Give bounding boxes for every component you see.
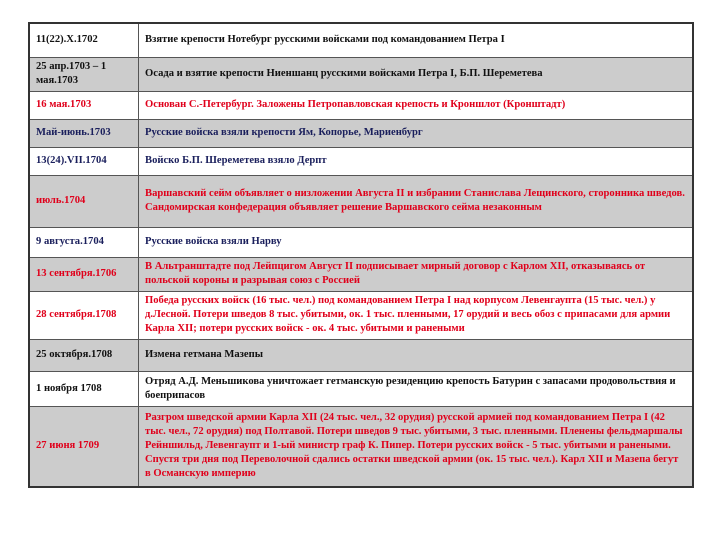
event-cell: В Альтранштадте под Лейпцигом Август II подписывает мирный договор с Карлом XII, отказываясь от польской короны и разрывая союз с Россией <box>139 257 694 291</box>
date-cell: 28 сентября.1708 <box>29 291 139 339</box>
event-cell: Отряд А.Д. Меньшикова уничтожает гетманскую резиденцию крепость Батурин с запасами продовольствия и боеприпасов <box>139 371 694 406</box>
date-cell: 13 сентября.1706 <box>29 257 139 291</box>
date-cell: Май-июнь.1703 <box>29 119 139 147</box>
table-row <box>29 227 693 257</box>
date-cell: июль.1704 <box>29 175 139 227</box>
event-cell: Основан С.-Петербург. Заложены Петропавловская крепость и Кроншлот (Кронштадт) <box>139 91 694 119</box>
date-cell: 27 июня 1709 <box>29 406 139 487</box>
event-cell: Русские войска взяли Нарву <box>139 227 694 257</box>
table-row <box>29 291 693 339</box>
date-cell: 1 ноября 1708 <box>29 371 139 406</box>
table-row <box>29 57 693 91</box>
date-cell: 9 августа.1704 <box>29 227 139 257</box>
table-row <box>29 175 693 227</box>
table-row <box>29 339 693 371</box>
date-cell: 25 октября.1708 <box>29 339 139 371</box>
event-cell: Разгром шведской армии Карла XII (24 тыс. чел., 32 орудия) русской армией под командованием Петра I (42 тыс. чел., 72 орудия) под Полтавой. Потери шведов 9 тыс. убитыми, 3 тыс. пленными. Пленены фельдмаршалы Рейншильд, Левенгаупт и 1-ый министр граф К. Пипер. Потери русских войск - 5 тыс. убитыми и ранеными. Спустя три дня под Переволочной сдались остатки шведской армии (ок. 15 тыс. чел.). Карл XII и Мазепа бегут в Османскую империю <box>139 406 694 487</box>
table-row <box>29 257 693 291</box>
date-cell: 16 мая.1703 <box>29 91 139 119</box>
event-cell: Варшавский сейм объявляет о низложении Августа II и избрании Станислава Лещинского, сторонника шведов. Сандомирская конфедерация объявляет решение Варшавского сейма незаконным <box>139 175 694 227</box>
table-row <box>29 23 693 57</box>
event-cell: Измена гетмана Мазепы <box>139 339 694 371</box>
date-cell: 13(24).VII.1704 <box>29 147 139 175</box>
event-cell: Победа русских войск (16 тыс. чел.) под командованием Петра I над корпусом Левенгаупта (15 тыс. чел.) у д.Лесной. Потери шведов 8 тыс. убитыми, ок. 1 тыс. пленными, 17 орудий и весь обоз с припасами для армии Карла XII; потери русских войск - ок. 4 тыс. убитыми и ранеными <box>139 291 694 339</box>
table-row <box>29 119 693 147</box>
event-cell: Русские войска взяли крепости Ям, Копорье, Мариенбург <box>139 119 694 147</box>
event-cell: Войско Б.П. Шереметева взяло Дерпт <box>139 147 694 175</box>
event-cell: Взятие крепости Нотебург русскими войсками под командованием Петра I <box>139 23 694 57</box>
date-cell: 25 апр.1703 – 1 мая.1703 <box>29 57 139 91</box>
date-cell: 11(22).X.1702 <box>29 23 139 57</box>
event-cell: Осада и взятие крепости Ниеншанц русскими войсками Петра I, Б.П. Шереметева <box>139 57 694 91</box>
table-row <box>29 147 693 175</box>
chronology-table <box>28 22 694 488</box>
table-row <box>29 406 693 487</box>
table-row <box>29 91 693 119</box>
table-row <box>29 371 693 406</box>
